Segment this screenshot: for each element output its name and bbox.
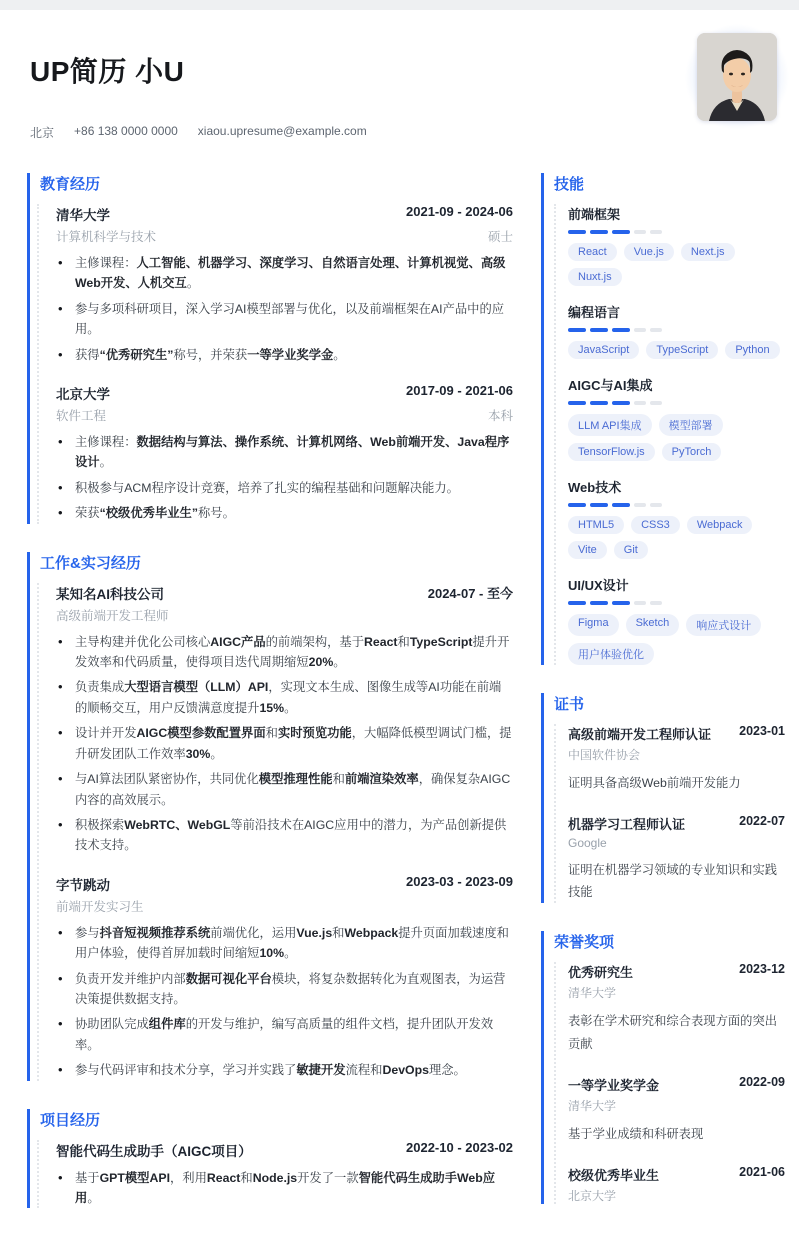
skill-tag: JavaScript [568, 341, 639, 359]
skill-tag: LLM API集成 [568, 414, 652, 436]
resume-header [0, 10, 799, 141]
entry-title: 清华大学 [56, 208, 110, 223]
item-org: 北京大学 [568, 1188, 617, 1203]
entry-degree: 本科 [487, 409, 513, 424]
bullet-item: • 主修课程：人工智能、机器学习、深度学习、自然语言处理、计算机视觉、高级Web开发、人机交互。 [56, 253, 513, 294]
section-education [27, 173, 513, 524]
item-org: Google [568, 836, 607, 851]
skill-level-segment [650, 401, 662, 405]
entry-subrow [56, 227, 513, 245]
item-title: 校级优秀毕业生 [568, 1167, 660, 1183]
bullet-item: • 主修课程：数据结构与算法、操作系统、计算机网络、Web前端开发、Java程序设计。 [56, 432, 513, 473]
section-title: 证书 [554, 696, 585, 713]
item-title: 机器学习工程师认证 [568, 817, 686, 833]
award-item [568, 724, 785, 794]
skill-level-segment [590, 401, 608, 405]
entry-date: 2024-07 - 至今 [427, 585, 513, 601]
skill-tag: React [568, 243, 617, 261]
skill-tag: 用户体验优化 [568, 643, 654, 665]
skill-level-segment [590, 230, 608, 234]
bullet-item: • 与AI算法团队紧密协作，共同优化模型推理性能和前端渲染效率，确保复杂AIGC内容的高效展示。 [56, 769, 513, 810]
entry-subrow [56, 606, 513, 624]
bullet-item: • 设计并开发AIGC模型参数配置界面和实时预览功能，大幅降低模型调试门槛，提升研发团队工作效率30%。 [56, 723, 513, 764]
bullet-item: • 负责开发并维护内部数据可视化平台模块，将复杂数据转化为直观图表，为运营决策提供数据支持。 [56, 969, 513, 1010]
award-item [568, 1075, 785, 1145]
skill-group [568, 302, 785, 359]
award-item [568, 1165, 785, 1204]
section-work [27, 552, 513, 1081]
left-column [27, 173, 513, 1236]
skill-name: 编程语言 [568, 305, 621, 320]
skill-level-segment [612, 328, 630, 332]
skill-level-segment [568, 601, 586, 605]
skill-tag: CSS3 [631, 516, 680, 534]
bullet-list [56, 253, 513, 365]
skill-tag: Nuxt.js [568, 268, 622, 286]
entry-degree: 硕士 [487, 230, 513, 244]
skill-level-segment [634, 230, 646, 234]
resume-entry [56, 1140, 513, 1209]
section-content [554, 962, 785, 1203]
skill-name: AIGC与AI集成 [568, 378, 653, 393]
candidate-name: UP简历 小U [30, 56, 185, 87]
skill-level-segment [590, 601, 608, 605]
skill-level-segment [650, 601, 662, 605]
skill-level-segment [634, 328, 646, 332]
section-content [554, 724, 785, 903]
skill-group [568, 575, 785, 665]
resume-body [0, 141, 799, 1236]
skill-tags [568, 341, 785, 359]
resume-entry [56, 874, 513, 1081]
skill-level-bar [568, 601, 785, 605]
item-desc: 基于学业成绩和科研表现 [568, 1126, 704, 1141]
entry-date: 2021-09 - 2024-06 [406, 204, 513, 219]
item-desc: 表彰在学术研究和综合表现方面的突出贡献 [568, 1014, 778, 1051]
item-org: 清华大学 [568, 1098, 617, 1113]
skill-level-segment [590, 328, 608, 332]
entry-subtitle: 软件工程 [56, 409, 107, 424]
contact-item: 北京 [30, 126, 55, 140]
section-content [554, 204, 785, 665]
entry-title: 字节跳动 [56, 877, 110, 893]
resume-entry [56, 583, 513, 856]
skill-tag: Vue.js [624, 243, 674, 261]
item-head [568, 1075, 785, 1094]
skill-level-segment [612, 230, 630, 234]
entry-date: 2022-10 - 2023-02 [406, 1139, 513, 1155]
entry-head [56, 874, 513, 894]
skill-group [568, 375, 785, 461]
entry-date: 2017-09 - 2021-06 [406, 383, 513, 399]
skill-name: 前端框架 [568, 207, 621, 222]
item-title: 高级前端开发工程师认证 [568, 727, 712, 742]
skill-tag: Next.js [681, 243, 735, 261]
bullet-item: • 积极参与ACM程序设计竞赛，培养了扎实的编程基础和问题解决能力。 [56, 478, 513, 498]
skill-tags [568, 243, 785, 286]
entry-title: 北京大学 [56, 387, 110, 403]
entry-subrow [56, 406, 513, 424]
section-content [37, 1140, 513, 1209]
contact-row [30, 124, 799, 141]
skill-tag: Figma [568, 614, 619, 636]
bullet-item: • 参与多项科研项目，深入学习AI模型部署与优化，以及前端框架在AI产品中的应用。 [56, 299, 513, 340]
section-certificates [541, 693, 785, 903]
item-date: 2022-07 [739, 814, 785, 829]
skill-level-segment [634, 601, 646, 605]
avatar [685, 24, 789, 130]
item-date: 2023-01 [739, 724, 785, 738]
section-title: 荣誉奖项 [554, 934, 615, 952]
contact-item: +86 138 0000 0000 [74, 124, 178, 138]
section-content [37, 204, 513, 524]
skill-level-bar [568, 401, 785, 405]
profile-photo [697, 33, 777, 121]
award-item [568, 814, 785, 903]
bullet-item: • 荣获“校级优秀毕业生”称号。 [56, 503, 513, 523]
bullet-item: • 获得“优秀研究生”称号，并荣获一等学业奖学金。 [56, 345, 513, 365]
award-item [568, 962, 785, 1054]
entry-subtitle: 高级前端开发工程师 [56, 608, 169, 623]
item-title: 优秀研究生 [568, 965, 634, 981]
skill-tag: TypeScript [646, 341, 718, 359]
section-title: 工作&实习经历 [40, 554, 141, 572]
skill-level-segment [650, 328, 662, 332]
item-head [568, 962, 785, 981]
skill-tag: Python [725, 341, 779, 359]
bullet-item: • 参与抖音短视频推荐系统前端优化，运用Vue.js和Webpack提升页面加载速度和用户体验，使得首屏加载时间缩短10%。 [56, 923, 513, 964]
skill-tag: Git [614, 541, 648, 559]
item-org: 清华大学 [568, 986, 617, 1001]
skill-level-segment [568, 401, 586, 405]
resume-entry [56, 204, 513, 365]
section-skills [541, 173, 785, 665]
section-title: 教育经历 [40, 176, 101, 193]
section-title: 项目经历 [40, 1111, 101, 1129]
skill-name: Web技术 [568, 480, 622, 495]
bullet-item: • 参与代码评审和技术分享，学习并实践了敏捷开发流程和DevOps理念。 [56, 1060, 513, 1080]
skill-level-segment [612, 601, 630, 605]
entry-title: 智能代码生成助手（AIGC项目） [56, 1143, 252, 1159]
bullet-list [56, 1168, 513, 1209]
bullet-item: • 积极探索WebRTC、WebGL等前沿技术在AIGC应用中的潜力，为产品创新提供技术支持。 [56, 815, 513, 856]
skill-tag: 模型部署 [659, 414, 723, 436]
bullet-item: • 协助团队完成组件库的开发与维护，编写高质量的组件文档，提升团队开发效率。 [56, 1014, 513, 1055]
bullet-item: • 基于GPT模型API，利用React和Node.js开发了一款智能代码生成助手Web应用。 [56, 1168, 513, 1209]
skill-tags [568, 614, 785, 665]
skill-tag: Vite [568, 541, 607, 559]
item-head [568, 814, 785, 833]
skill-level-segment [634, 401, 646, 405]
item-desc: 证明在机器学习领域的专业知识和实践技能 [568, 863, 778, 900]
bullet-list [56, 923, 513, 1081]
section-projects [27, 1109, 513, 1209]
resume-entry [56, 383, 513, 524]
skill-group [568, 477, 785, 559]
section-honors [541, 931, 785, 1203]
skill-level-segment [568, 230, 586, 234]
skill-tag: 响应式设计 [686, 614, 761, 636]
skill-tag: HTML5 [568, 516, 624, 534]
skill-level-segment [590, 503, 608, 507]
item-date: 2021-06 [739, 1164, 785, 1179]
bullet-list [56, 432, 513, 524]
entry-head [56, 1140, 513, 1160]
section-content [37, 583, 513, 1081]
skill-level-segment [612, 503, 630, 507]
bullet-item: • 主导构建并优化公司核心AIGC产品的前端架构，基于React和TypeScript提升开发效率和代码质量，使得项目迭代周期缩短20%。 [56, 632, 513, 673]
contact-item: xiaou.upresume@example.com [197, 124, 367, 138]
skill-level-segment [612, 401, 630, 405]
skill-level-bar [568, 503, 785, 507]
skill-tags [568, 414, 785, 461]
section-title: 技能 [554, 176, 585, 193]
skill-level-segment [568, 328, 586, 332]
item-head [568, 724, 785, 743]
skill-tag: TensorFlow.js [568, 443, 655, 461]
skill-level-segment [650, 230, 662, 234]
bullet-item: • 负责集成大型语言模型（LLM）API，实现文本生成、图像生成等AI功能在前端的顺畅交互，用户反馈满意度提升15%。 [56, 677, 513, 718]
skill-level-segment [568, 503, 586, 507]
item-desc: 证明具备高级Web前端开发能力 [568, 776, 741, 790]
entry-head [56, 383, 513, 403]
skill-group [568, 204, 785, 286]
entry-head [56, 204, 513, 224]
skill-tag: Sketch [626, 614, 680, 636]
item-date: 2023-12 [739, 962, 785, 977]
entry-head [56, 583, 513, 603]
entry-subtitle: 前端开发实习生 [56, 899, 144, 914]
entry-date: 2023-03 - 2023-09 [406, 873, 513, 889]
item-org: 中国软件协会 [568, 748, 641, 762]
skill-level-segment [634, 503, 646, 507]
page-top-edge [0, 0, 799, 10]
item-head [568, 1165, 785, 1184]
skill-name: UI/UX设计 [568, 578, 629, 593]
item-title: 一等学业奖学金 [568, 1077, 660, 1093]
skill-level-segment [650, 503, 662, 507]
skill-tag: Webpack [687, 516, 753, 534]
entry-title: 某知名AI科技公司 [56, 586, 164, 602]
entry-subrow [56, 897, 513, 915]
skill-level-bar [568, 328, 785, 332]
skill-level-bar [568, 230, 785, 234]
item-date: 2022-09 [739, 1074, 785, 1089]
entry-subtitle: 计算机科学与技术 [56, 230, 157, 244]
skill-tags [568, 516, 785, 559]
right-column [541, 173, 785, 1236]
skill-tag: PyTorch [662, 443, 722, 461]
bullet-list [56, 632, 513, 856]
